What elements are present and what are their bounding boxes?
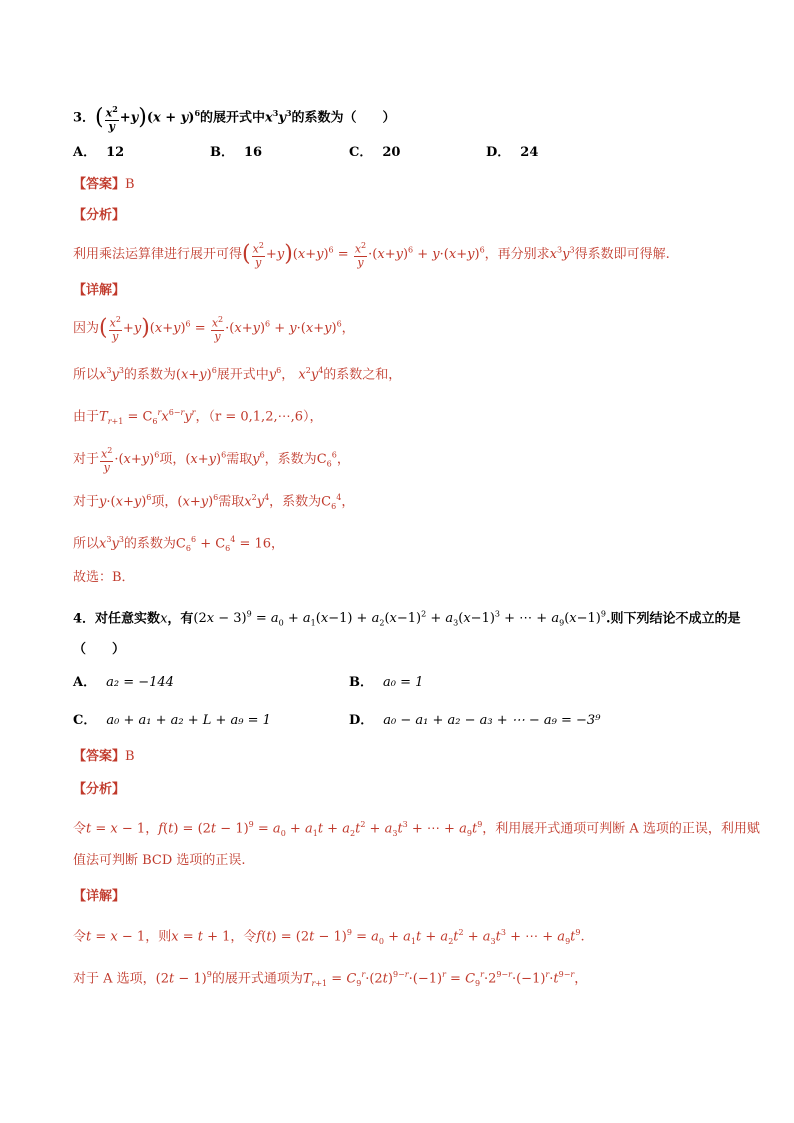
q4-stem: 4．对任意实数x，有$(2x - 3)^9 = a_0 + a_1(x-1) + a_2(x-1)^2 + a_3(x-1)^3$ + ⋯ + $a_9(x-1)^9$.则下列结论不成立的是 — [73, 610, 741, 628]
q4-answer: 【答案】B — [73, 749, 135, 764]
q3-detail-line-3: 由于$T_{r+1} = C_6^rx^{6-r}y^r$，（r = 0,1,2,⋯,6）， — [73, 408, 323, 426]
q3-conclusion: 故选：B． — [73, 570, 135, 585]
q3-option-c[interactable]: C． 20 — [349, 145, 401, 160]
q3-analysis-tag: 【分析】 — [73, 208, 126, 223]
q3-detail-tag: 【详解】 — [73, 283, 126, 298]
q4-option-c[interactable]: C． a₀ + a₁ + a₂ + L + a₉ = 1 — [73, 713, 271, 728]
q4-option-a[interactable]: A． a₂ = −144 — [73, 675, 174, 690]
q4-stem-paren: （ ） — [73, 642, 126, 657]
q3-answer: 【答案】B — [73, 177, 135, 192]
q3-detail-line-1: 因为( $\frac{x^2}{y}$ $+y)(x+y)^6$ = $\frac{x^2}{y}$ $\cdot(x+y)^6 + y\cdot(x+y)^6$， — [73, 315, 355, 343]
q3-detail-line-2: 所以$x^3y^3$的系数为$(x+y)^6$展开式中$y^6$， $x^2y^4$的系数之和， — [73, 366, 402, 383]
q4-analysis-tag: 【分析】 — [73, 782, 126, 797]
q3-option-d[interactable]: D． 24 — [486, 145, 539, 160]
q4-analysis-line-2: 值法可判断 BCD 选项的正误. — [73, 853, 246, 868]
q3-detail-line-4: 对于 $\frac{x^2}{y}$ $\cdot(x+y)^6$项，$(x+y)^6$需取$y^6$，系数为$C_6^6$， — [73, 446, 350, 474]
q4-option-b[interactable]: B． a₀ = 1 — [349, 675, 424, 690]
q4-detail-tag: 【详解】 — [73, 889, 126, 904]
q3-option-a[interactable]: A． 12 — [73, 145, 125, 160]
q3-detail-line-6: 所以$x^3y^3$的系数为$C_6^6 + C_6^4 = 16$， — [73, 535, 285, 553]
q3-stem: 3．( $\frac{x^2}{y}$ $+y)(x + y)^6$的展开式中$x^3y^3$的系数为（ ） — [73, 104, 396, 133]
q4-analysis-line-1: 令t = x − 1，$f(t) = (2t - 1)^9 = a_0 + a_1t + a_2t^2 + a_3t^3$ + ⋯ + $a_9t^9$，利用展开式通项可判断 A 选项的正误，利用赋 — [73, 820, 760, 838]
q3-detail-line-5: 对于$y\cdot(x+y)^6$项，$(x+y)^6$需取$x^2y^4$，系数为$C_6^4$， — [73, 493, 355, 511]
q3-analysis-text: 利用乘法运算律进行展开可得( $\frac{x^2}{y}$ $+y)(x+y)^6$ = $\frac{x^2}{y}$ $\cdot(x+y)^6 + y\cdot(x+y)^6$，再分别求$x^3y^3$得系数即可得解. — [73, 241, 670, 269]
q4-option-d[interactable]: D． a₀ − a₁ + a₂ − a₃ + ⋯ − a₉ = −3⁹ — [349, 713, 601, 728]
q4-detail-line-1: 令t = x − 1，则x = t + 1，令$f(t) = (2t - 1)^9 = a_0 + a_1t + a_2t^2 + a_3t^3$ + ⋯ + $a_9t^9$. — [73, 928, 585, 946]
q4-detail-line-2: 对于 A 选项，$(2t - 1)^9$的展开式通项为$T_{r+1} = C_9^r\cdot(2t)^{9-r}\cdot(-1)^r = C_9^r\cdot 2^{9-r}\cdot(-1)^r\cdot t^{9-r}$， — [73, 970, 588, 988]
q3-option-b[interactable]: B． 16 — [210, 145, 263, 160]
